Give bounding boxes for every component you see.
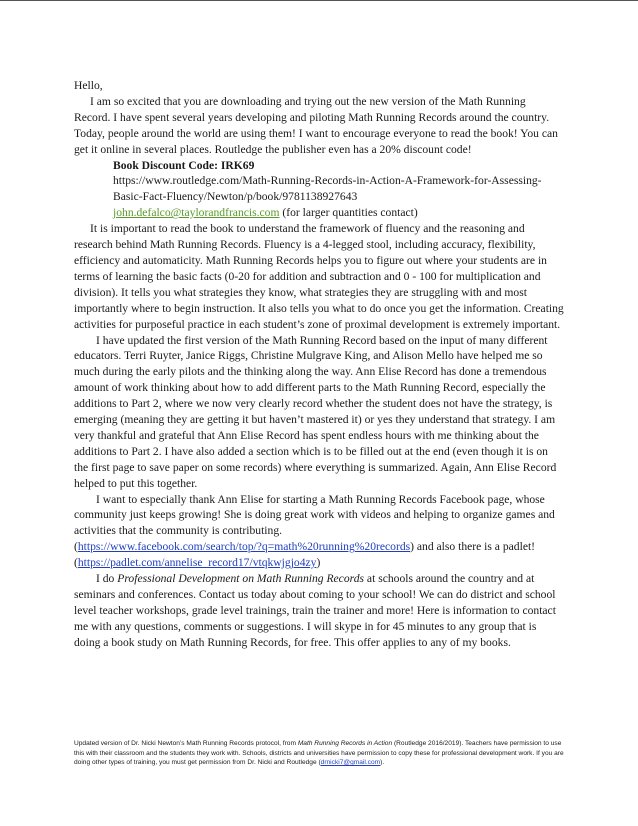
discount-code: Book Discount Code: IRK69: [113, 158, 255, 172]
professional-development-paragraph: I do Professional Development on Math Running Records at schools around the country and at seminars and conferences. Contact us today about coming to your school! We can do district and school level teacher workshops, grade level trainings, train the trainer and more! Here is information to contact me with any questions, comments or suggestions. I will skype in for 45 minutes to any group that is doing a book study on Math Running Records, for free. This offer applies to any of my books.: [74, 572, 556, 649]
fluency-paragraph: It is important to read the book to understand the framework of fluency and the reasoning and research behind Math Running Records. Fluency is a 4-legged stool, including accuracy, flexibility, efficiency and automaticity. Math Running Records helps you to figure out where your students are in terms of learning the basic facts (0-20 for addition and subtraction and 0 - 100 for multiplication and division). It tells you what strategies they know, what strategies they are struggling with and most importantly where to begin instruction. It also tells you what to do once you get the information. Creating activities for purposeful practice in each student’s zone of proximal development is extremely important.: [74, 222, 564, 331]
letter-body: [74, 78, 564, 651]
book-info-block: [74, 158, 564, 222]
footer-book-title: Math Running Records in Action: [297, 740, 393, 747]
facebook-link[interactable]: https://www.facebook.com/search/top/?q=math%20running%20records: [77, 540, 411, 554]
facebook-paragraph-text: I want to especially thank Ann Elise for starting a Math Running Records Facebook page, whose community just keeps growing! She is doing great work with videos and helping to organize games and activities that the community is contributing.: [74, 492, 555, 538]
intro-paragraph: I am so excited that you are downloading and trying out the new version of the Math Running Record. I have spent several years developing and piloting Math Running Records around the country. Today, people around the world are using them! I want to encourage everyone to read the book! You can get it online in several places. Routledge the publisher even has a 20% discount code!: [74, 94, 558, 156]
footer-email-link[interactable]: drnicki7@gmail.com: [320, 759, 381, 767]
top-border: [0, 0, 638, 1]
footer-note: Updated version of Dr. Nicki Newton’s Math Running Records protocol, from Math Running Records in Action (Routledge 2016/2019). Teachers have permission to use this with their classroom and the students they work with. Schools, districts and universities have permission to copy these for professional development work. If you are doing other types of training, you must get permission from Dr. Nicki and Routledge (drnicki7@gmail.com).: [74, 740, 564, 767]
padlet-link[interactable]: https://padlet.com/annelise_record17/vtqkwjgjo4zy: [77, 556, 317, 570]
facebook-paragraph: I want to especially thank Ann Elise for starting a Math Running Records Facebook page, whose community just keeps growing! She is doing great work with videos and helping to organize games and activities that the community is contributing. (https://www.facebook.com/search/top/?q=math%20running%20records) and also there is a padlet! (https://padlet.com/annelise_record17/vtqkwjgjo4zy): [74, 492, 555, 570]
acknowledgements-paragraph: I have updated the first version of the Math Running Record based on the input of many different educators. Terri Ruyter, Janice Riggs, Christine Mulgrave King, and Alison Mello have helped me so much during the early pilots and the thinking along the way. Ann Elise Record has done a tremendous amount of work thinking about how to add different parts to the Math Running Record, especially the additions to Part 2, where we now very clearly record whether the student does not have the strategy, is emerging (meaning they are getting it but haven’t mastered it) or yes they understand that strategy. I am very thankful and grateful that Ann Elise Record has spent endless hours with me thinking about the additions to Part 2. I have also added a section which is to be filled out at the end (even though it is on the first page to save paper on some records) where everything is summarized. Again, Ann Elise Record helped to put this together.: [74, 333, 557, 490]
contact-email-link[interactable]: john.defalco@taylorandfrancis.com: [113, 206, 280, 220]
greeting: Hello,: [74, 79, 103, 92]
contact-note: (for larger quantities contact): [279, 206, 418, 220]
pd-title: Professional Development on Math Running Records: [117, 572, 365, 586]
book-url: https://www.routledge.com/Math-Running-Records-in-Action-A-Framework-for-Assessing-Basic-Fact-Fluency/Newton/p/book/9781138927643: [113, 174, 542, 204]
contact-line: [113, 205, 564, 221]
